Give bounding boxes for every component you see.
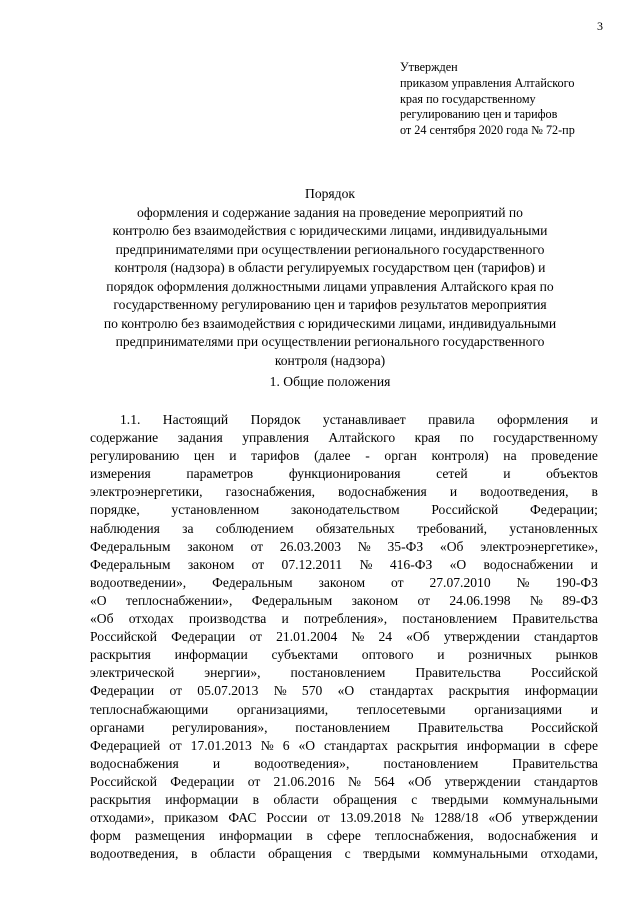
title-line: оформления и содержание задания на проведение мероприятий по [137,204,523,220]
paragraph-word: Правительства [417,719,504,735]
paragraph-word: водоснабжения [338,484,427,500]
paragraph-word: и [590,828,598,844]
paragraph-word: в [190,846,198,862]
paragraph-line [90,845,598,863]
paragraph-line [90,610,598,628]
paragraph-line [90,646,598,664]
title-line: контроля (надзора) [274,352,386,368]
title-line: по контролю без взаимодействия с юридическими лицами, индивидуальными [103,315,557,331]
paragraph-line [90,664,598,682]
paragraph-word: и [212,755,221,771]
paragraph-word: Правительства [512,755,598,771]
paragraph-word: орган [384,448,417,464]
paragraph-word: рынков [555,647,598,663]
paragraph-word: в [252,791,260,807]
paragraph-word: 190-ФЗ [555,574,598,590]
paragraph-word: управления [242,430,309,446]
paragraph-word: от [247,773,261,789]
paragraph-word: законом [351,592,399,608]
paragraph-word: наблюдения [90,520,160,536]
paragraph-word: за [182,520,194,536]
paragraph-word: размещения [134,828,205,844]
paragraph-word: 07.12.2011 [281,556,343,572]
paragraph-word: от [390,574,404,590]
title-line: порядок оформления должностными лицами управления Алтайского края по [106,278,554,294]
paragraph-word: коммунальными [432,846,528,862]
paragraph-line [90,556,598,574]
paragraph-word: 21.01.2004 [276,629,338,645]
paragraph-word: законом [318,574,366,590]
paragraph-word: теплоснабжения, [375,828,474,844]
paragraph-word: тарифов [251,448,300,464]
paragraph-word: ФАС [228,810,257,826]
paragraph-line [90,773,598,791]
paragraph-word: приказом [164,810,219,826]
paragraph-word: законом [187,556,235,572]
paragraph-word: «О [449,556,467,572]
paragraph-word: с [344,846,351,862]
paragraph-word: правила [428,412,475,427]
paragraph-word: № [347,773,361,789]
paragraph-line [90,538,598,556]
paragraph-line [90,483,598,501]
page-number: 3 [597,19,603,33]
paragraph-word: водоснабжении [483,556,574,572]
paragraph-word: и [437,647,445,663]
paragraph-word: и [229,448,237,464]
approval-line: края по государственному [400,91,536,106]
paragraph-word: Федерации [170,773,235,789]
paragraph-word: 1288/18 [433,810,479,826]
paragraph-word: отходами», [90,810,155,826]
approval-line: Утвержден [400,60,458,74]
paragraph-word: объектов [546,466,598,482]
approval-line: от 24 сентября 2020 года № 72-пр [400,123,575,138]
paragraph-word: теплоснабжении», [125,592,233,608]
paragraph-word: от [250,538,264,554]
paragraph-word: от [417,592,431,608]
paragraph-word: 89-ФЗ [562,592,598,608]
paragraph-word: от [251,556,265,572]
paragraph-line [90,701,598,719]
paragraph-word: соблюдением [215,520,294,536]
paragraph-word: организациями [474,701,563,717]
paragraph-word: раскрытия [396,737,458,753]
paragraph-word: 13.09.2018 [339,810,401,826]
paragraph-word: Российской [431,502,499,518]
paragraph-line [90,592,598,610]
paragraph-word: постановлением [290,665,386,681]
paragraph-word: в [306,828,313,844]
paragraph-word: устанавливает [322,412,406,427]
paragraph-word: розничных [468,647,532,663]
paragraph-word: № [516,574,530,590]
title-line: государственному регулированию цен и тарифов результатов мероприятия [113,297,547,312]
paragraph-word: № [359,556,373,572]
paragraph-word: теплосетевыми [356,701,446,717]
paragraph-word: Российской [90,629,157,645]
paragraph-word: на [503,448,517,464]
paragraph-word: Федерации [171,629,236,645]
paragraph-word: постановлением [383,755,479,771]
paragraph-word: Федеральным [90,538,171,554]
paragraph-word: Правительства [415,665,501,681]
paragraph-word: законодательством [290,502,400,518]
paragraph-word: и [590,412,598,427]
paragraph-word: параметров [186,466,254,482]
paragraph-word: 564 [374,773,395,789]
paragraph-word: № [410,810,424,826]
paragraph-line [90,465,598,483]
document-title [60,185,600,370]
paragraph-word: сфере [327,828,361,844]
paragraph-word: отходах [128,611,174,627]
paragraph-line [90,755,598,773]
paragraph-word: Федеральным [251,592,333,608]
paragraph-word: Федеральным [90,556,171,572]
paragraph-word: сетей [436,466,468,482]
paragraph-word: требований, [416,520,488,536]
paragraph-word: теплоснабжающими [90,701,209,717]
paragraph-word: Российской [530,665,598,681]
paragraph-word: № [273,683,287,699]
paragraph-word: от [169,683,183,699]
paragraph-word: стандартах [369,683,434,699]
paragraph-word: 6 [282,737,290,753]
paragraph-word: контроля) [431,448,489,464]
paragraph-word: области [273,791,319,807]
paragraph-word: стандартов [534,629,598,645]
paragraph-word: порядке, [90,502,140,518]
paragraph-line [90,791,598,809]
paragraph-word: отходами, [540,846,598,862]
paragraph-word: проведение [531,448,598,464]
paragraph-word: производства [188,611,267,627]
paragraph-word: обращения [268,846,332,862]
paragraph-line [90,520,598,538]
paragraph-word: Федеральным [212,574,293,590]
paragraph-word: измерения [90,466,151,482]
paragraph-word: и [503,466,511,482]
approval-line: регулированию цен и тарифов [400,107,558,122]
paragraph-word: обязательных [315,520,395,536]
title-line: контролю без взаимодействия с юридическими лицами, индивидуальными [112,223,548,238]
paragraph-word: по [459,430,474,446]
paragraph-word: оформления [497,412,569,427]
paragraph-word: области [210,846,256,862]
paragraph-word: от [317,810,330,826]
paragraph-line [90,447,598,465]
paragraph-line [90,809,598,827]
paragraph-word: электроэнергетики, [90,484,203,500]
paragraph-word: «Об [90,611,114,627]
paragraph-word: и [590,556,598,572]
title-line: предпринимателями при осуществлении регионального государственного [115,241,545,257]
paragraph-word: субъектами [271,647,339,663]
paragraph-word: органами [90,719,145,735]
paragraph-word: установленных [509,520,598,536]
paragraph-word: информации [466,737,540,753]
paragraph-word: Правительства [512,611,598,627]
paragraph-word: обращения [333,791,397,807]
paragraph-word: 24.06.1998 [449,592,511,608]
paragraph-word: 17.01.2013 [190,737,252,753]
paragraph-word: энергии», [204,665,261,681]
paragraph-word: сфере [564,737,598,753]
paragraph-word: водоотведения, [480,484,569,500]
paragraph-word: 05.07.2013 [197,683,259,699]
paragraph-word: утверждении [443,629,520,645]
section-heading: 1. Общие положения [269,374,391,389]
paragraph-word: газоснабжения, [225,484,315,500]
paragraph-word: Федерацией [90,737,161,753]
paragraph-word: «Об [439,538,464,554]
paragraph-word: задания [177,430,223,446]
paragraph-word: с [411,791,418,807]
paragraph-word: твердыми [363,846,421,862]
paragraph-word: стандартов [533,773,598,789]
title-line: предпринимателями при осуществлении регионального государственного [115,334,545,349]
paragraph-word: 26.03.2003 [279,538,342,554]
paragraph-word: от [169,737,182,753]
paragraph-line [90,501,598,519]
paragraph-word: форм [90,828,121,844]
paragraph-word: «Об [488,810,512,826]
paragraph-word: 24 [378,629,393,645]
paragraph-word: от [249,629,262,645]
paragraph-word: информации [174,647,248,663]
paragraph-word: 35-ФЗ [387,538,424,554]
paragraph-word: потребления», [303,611,388,627]
paragraph-word: России [266,810,308,826]
paragraph-line [90,827,598,845]
paragraph-word: функционирования [288,466,401,482]
title-line: контроля (надзора) в области регулируемых государством цен (тарифов) и [114,260,546,275]
paragraph-word: водоотведении», [90,574,187,590]
paragraph-word: постановлением [295,719,391,735]
paragraph-word: цен [193,448,215,464]
paragraph-word: раскрытия [90,791,151,807]
paragraph-word: информации [165,791,239,807]
paragraph-word: Российской [90,773,157,789]
title-line: Порядок [305,186,355,201]
paragraph-word: оптового [361,647,414,663]
paragraph-word: и [590,701,598,717]
paragraph-word: электроэнергетике», [480,538,598,554]
paragraph-word: Настоящий [162,412,229,427]
paragraph-word: электрической [90,665,175,681]
paragraph-word: водоснабжения [90,755,179,771]
paragraph-line [90,737,598,755]
paragraph-word: Федерации; [529,502,598,518]
paragraph-line [90,719,598,737]
paragraph-line [90,574,598,592]
paragraph-word: информации [219,828,293,844]
paragraph-word: «О [90,592,107,608]
paragraph-word: регулированию [90,448,180,464]
paragraph-word: Федерации [90,683,155,699]
paragraph-word: Алтайского [328,430,396,446]
paragraph-line [90,682,598,700]
paragraph-word: утверждении [521,810,598,826]
paragraph-line [90,429,598,447]
paragraph-word: регулирования», [172,719,268,735]
paragraph-word: 1.1. [120,412,141,427]
paragraph-word: Порядок [250,412,301,427]
paragraph-word: коммунальными [502,791,598,807]
paragraph-word: установленном [171,502,260,518]
paragraph-line [90,628,598,646]
paragraph-word: 27.07.2010 [429,574,491,590]
paragraph-word: раскрытия [90,647,151,663]
approval-line: приказом управления Алтайского [400,75,575,90]
paragraph-word: водоснабжения [487,828,577,844]
paragraph-word: 416-ФЗ [389,556,433,572]
paragraph-word: и [449,484,458,500]
paragraph-word: 21.06.2016 [273,773,335,789]
paragraph-word: твердыми [431,791,489,807]
paragraph-word: и [281,611,289,627]
paragraph-word: в [548,737,556,753]
paragraph-word: стандартах [324,737,388,753]
paragraph-word: «Об [406,629,430,645]
paragraph-word: № [260,737,274,753]
paragraph-word: раскрытия [448,683,510,699]
paragraph-word: «О [298,737,316,753]
paragraph-word: «О [337,683,355,699]
paragraph-word: водоотведения, [90,846,179,862]
paragraph-word: организациями, [236,701,329,717]
approval-stamp [400,60,630,139]
paragraph-word: утверждении [444,773,521,789]
paragraph-line [90,411,598,429]
paragraph-word: 570 [301,683,323,699]
paragraph-body [90,411,598,863]
paragraph-word: № [529,592,543,608]
paragraph-word: № [357,538,371,554]
paragraph-word: законом [187,538,234,554]
paragraph-word: Российской [531,719,598,735]
paragraph-word: информации [524,683,598,699]
paragraph-word: в [591,484,598,500]
paragraph-word: государственному [493,430,598,446]
paragraph-word: края [414,430,441,446]
paragraph-word: водоотведения», [254,755,350,771]
paragraph-word: - [365,448,370,464]
paragraph-word: постановлением [402,611,498,627]
paragraph-word: содержание [90,430,159,446]
paragraph-word: (далее [314,448,351,464]
paragraph-word: № [351,629,365,645]
paragraph-word: «Об [407,773,432,789]
